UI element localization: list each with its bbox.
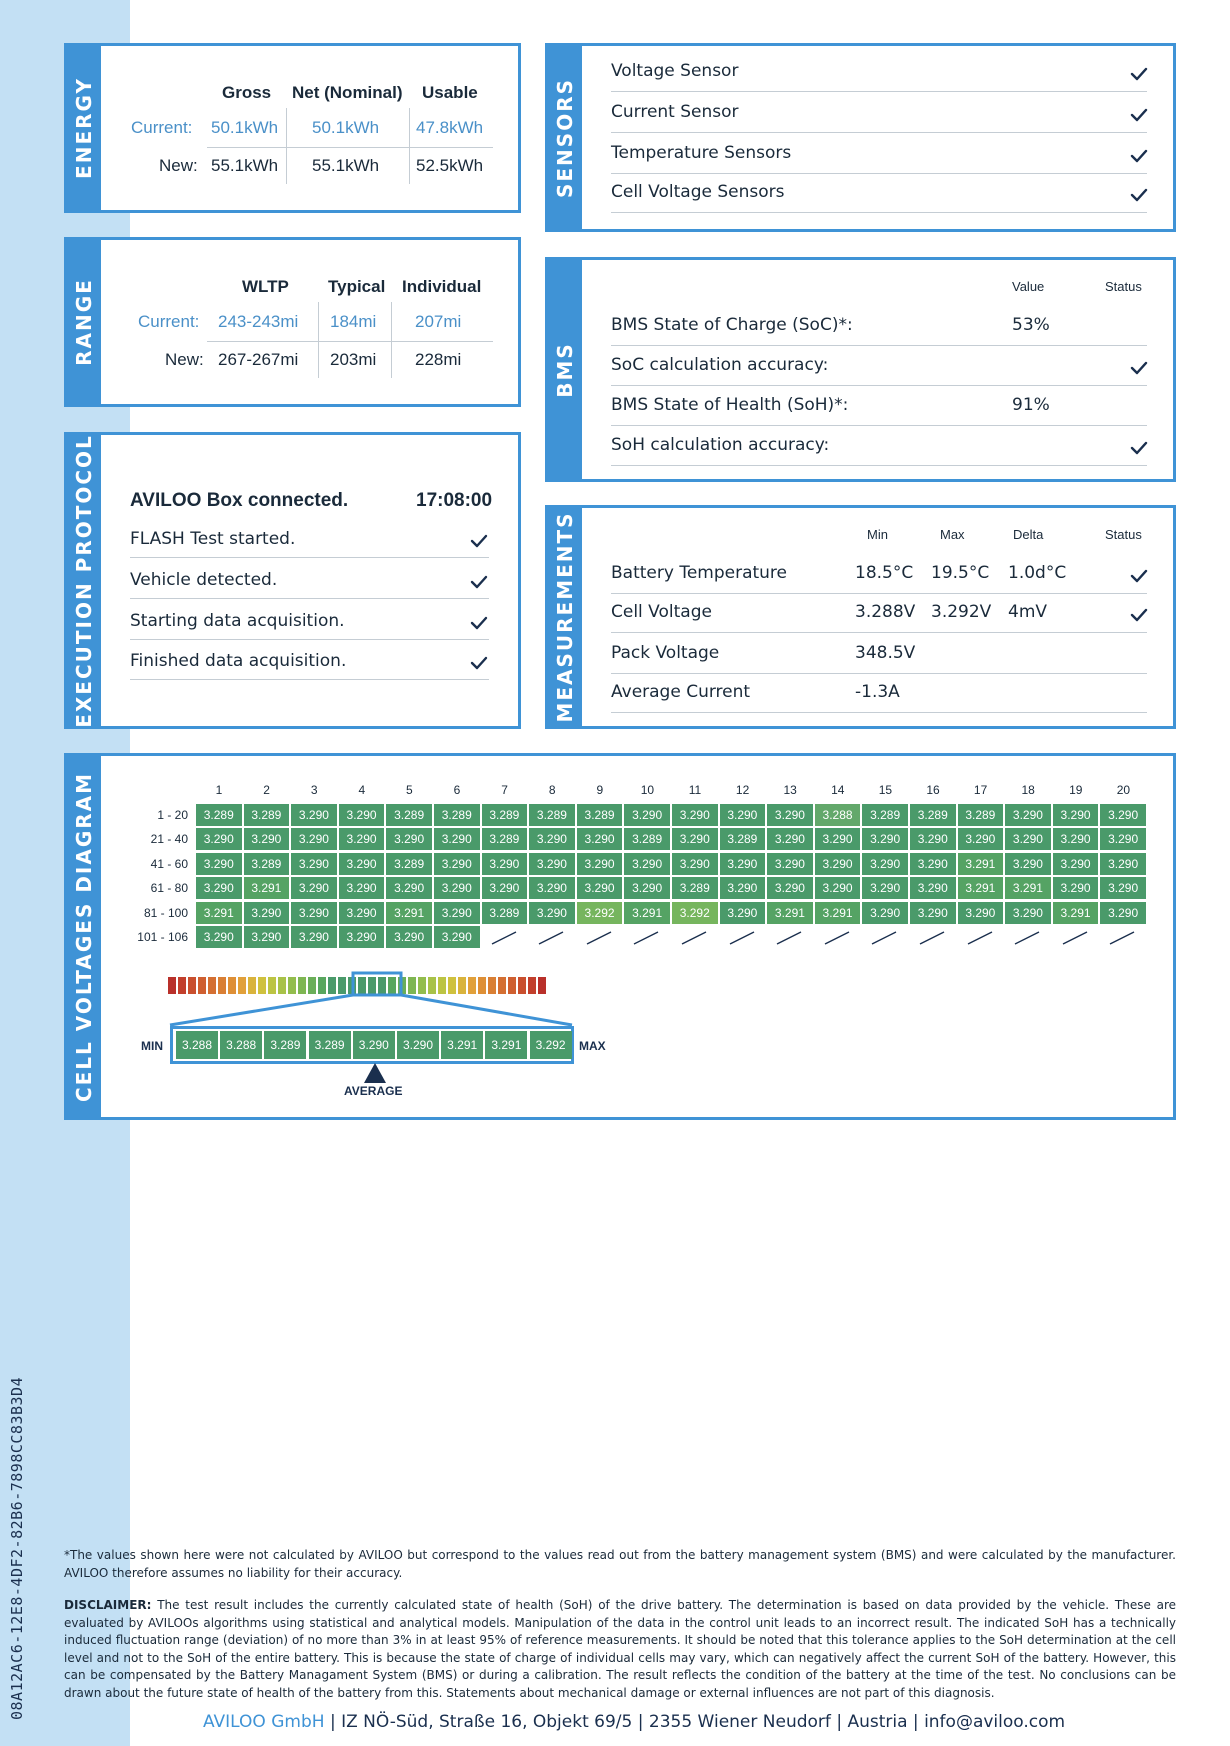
cell-column-number: 16: [926, 783, 940, 797]
cell-voltage: 3.289: [482, 902, 528, 924]
cell-voltage: 3.290: [862, 828, 908, 850]
empty-cell-slash: [1005, 926, 1050, 948]
box-connected-label: AVILOO Box connected.: [130, 490, 349, 511]
cell-voltage: 3.290: [1053, 877, 1099, 899]
cell-voltage: 3.290: [196, 853, 242, 875]
execution-title: EXECUTION PROTOCOL: [72, 433, 96, 728]
cell-voltage: 3.291: [244, 877, 290, 899]
cell-voltage: 3.290: [767, 853, 813, 875]
cell-voltage: 3.290: [672, 828, 718, 850]
cell-voltage: 3.289: [958, 804, 1004, 826]
empty-cell-slash: [577, 926, 622, 948]
cell-column-number: 2: [263, 783, 270, 797]
cell-column-number: 18: [1021, 783, 1035, 797]
range-new-typical: 203mi: [330, 350, 377, 369]
empty-cell-slash: [624, 926, 669, 948]
bms-col-status: Status: [1105, 279, 1142, 294]
sensor-label: Cell Voltage Sensors: [611, 182, 785, 202]
cell-voltage: 3.290: [767, 804, 813, 826]
cell-column-number: 6: [453, 783, 461, 797]
scale-value-cell: 3.289: [264, 1031, 306, 1059]
bms-row-label: SoC calculation accuracy:: [611, 355, 829, 375]
meas-row-min: -1.3A: [855, 682, 900, 702]
cell-voltage: 3.290: [339, 877, 385, 899]
cell-column-number: 17: [973, 783, 988, 797]
cell-voltage: 3.290: [434, 853, 480, 875]
measurements-title: MEASUREMENTS: [553, 511, 577, 723]
cell-row-label: 61 - 80: [150, 881, 188, 896]
scale-value-cell: 3.290: [353, 1031, 395, 1059]
sensor-label: Voltage Sensor: [611, 61, 739, 81]
range-current-typical: 184mi: [330, 312, 377, 331]
cell-voltage: 3.290: [434, 902, 480, 924]
cell-voltages-tab: [67, 756, 101, 1117]
cell-voltage: 3.290: [1053, 853, 1099, 875]
meas-col-status: Status: [1105, 527, 1142, 542]
cell-voltage: 3.290: [339, 926, 385, 948]
cell-column-number: 10: [640, 783, 655, 797]
execution-step: FLASH Test started.: [130, 529, 296, 549]
cell-column-number: 1: [215, 783, 223, 797]
cell-voltage: 3.290: [291, 828, 337, 850]
cell-voltage: 3.290: [434, 926, 480, 948]
empty-cell-slash: [910, 926, 955, 948]
meas-row-label: Average Current: [611, 682, 751, 702]
cell-voltage: 3.289: [482, 804, 528, 826]
meas-row-min: 18.5°C: [855, 563, 914, 583]
cell-voltage: 3.290: [339, 828, 385, 850]
cell-voltage: 3.290: [1005, 804, 1051, 826]
cell-voltage: 3.289: [910, 804, 956, 826]
check-icon: [1130, 186, 1148, 204]
cell-column-number: 3: [310, 783, 318, 797]
cell-column-number: 15: [878, 783, 893, 797]
cell-voltage: 3.290: [529, 828, 575, 850]
empty-cell-slash: [720, 926, 765, 948]
scale-value-cell: 3.290: [397, 1031, 439, 1059]
cell-voltage: 3.290: [529, 853, 575, 875]
cell-column-number: 7: [501, 783, 508, 797]
cell-voltage: 3.290: [1005, 828, 1051, 850]
cell-voltage: 3.290: [958, 902, 1004, 924]
measurements-tab: [548, 508, 582, 726]
average-label: AVERAGE: [344, 1084, 403, 1098]
cell-voltage: 3.290: [291, 853, 337, 875]
cell-voltage: 3.290: [577, 853, 623, 875]
meas-row-delta: 4mV: [1008, 602, 1048, 622]
empty-cell-slash: [958, 926, 1003, 948]
empty-cell-slash: [672, 926, 717, 948]
execution-step: Finished data acquisition.: [130, 651, 347, 671]
scale-value-cell: 3.289: [309, 1031, 351, 1059]
cell-voltage: 3.291: [1005, 877, 1051, 899]
cell-voltage: 3.291: [624, 902, 670, 924]
bms-panel: [545, 257, 1176, 482]
cell-voltage: 3.290: [672, 804, 718, 826]
cell-voltage: 3.290: [291, 926, 337, 948]
disclaimer-text: The test result includes the currently calculated state of health (SoH) of the drive battery. The determination is based on data provided by the vehicle. These are evaluated by AVILOOs algorithms using statistical and analytical models. Manipulation of the data in the control unit leads to an incorrect result. The indicated SoH has a technically induced fluctuation range (deviation) of no more than 3% in at least 95% of reference measurements. It should be noted that this tolerance applies to the SoH determination at the cell level and not to the SoH of the entire battery. This is because the state of charge of individual cells may vary, which can negatively affect the current SoH of the battery. However, this can be compensated by the Battery Managament System (BMS) or during a calibration. The result reflects the condition of the battery at the time of the test. No conclusions can be drawn about the future state of health of the battery from this. Statements about mechanical damage or external influences are not part of this diagnosis.: [64, 1598, 1176, 1700]
sensor-label: Current Sensor: [611, 102, 739, 122]
cell-voltage: 3.290: [910, 877, 956, 899]
cell-voltage: 3.290: [720, 902, 766, 924]
cell-row-label: 41 - 60: [150, 856, 188, 871]
cell-voltage: 3.290: [244, 926, 290, 948]
check-icon: [1130, 359, 1148, 377]
disclaimer-label: DISCLAIMER:: [64, 1598, 152, 1612]
meas-row-max: 19.5°C: [931, 563, 990, 583]
meas-row-label: Cell Voltage: [611, 602, 712, 622]
sensors-panel: [545, 43, 1176, 232]
range-title: RANGE: [72, 278, 96, 366]
empty-cell-slash: [1100, 926, 1145, 948]
energy-tab: [67, 46, 101, 210]
cell-voltage: 3.290: [862, 877, 908, 899]
check-icon: [470, 614, 488, 632]
cell-voltage: 3.290: [386, 926, 432, 948]
connection-time: 17:08:00: [416, 490, 493, 511]
cell-voltage: 3.290: [434, 828, 480, 850]
range-new-wltp: 267-267mi: [218, 350, 299, 369]
cell-voltage: 3.290: [196, 877, 242, 899]
execution-step: Vehicle detected.: [130, 570, 278, 590]
footer-country: Austria: [847, 1712, 908, 1732]
cell-voltage: 3.289: [720, 828, 766, 850]
cell-voltage: 3.290: [529, 877, 575, 899]
cell-voltage: 3.289: [244, 853, 290, 875]
cell-column-number: 11: [688, 783, 702, 797]
footer-address: IZ NÖ-Süd, Straße 16, Objekt 69/5: [341, 1712, 633, 1732]
energy-new-label: New:: [159, 156, 198, 175]
scale-value-cell: 3.292: [530, 1031, 572, 1059]
cell-voltage: 3.289: [244, 804, 290, 826]
check-icon: [1130, 147, 1148, 165]
range-col-individual: Individual: [402, 277, 482, 296]
energy-current-label: Current:: [131, 118, 193, 137]
cell-voltage: 3.290: [1100, 804, 1146, 826]
energy-new-gross: 55.1kWh: [211, 156, 279, 175]
bms-row-value: 53%: [1012, 315, 1050, 335]
scale-value-cell: 3.288: [220, 1031, 262, 1059]
energy-current-usable: 47.8kWh: [416, 118, 484, 137]
cell-voltage: 3.289: [386, 804, 432, 826]
cell-voltage: 3.290: [1100, 828, 1146, 850]
footnote: *The values shown here were not calculated by AVILOO but correspond to the values read out from the battery management system (BMS) and were calculated by the manufacturer. AVILOO therefore assumes no liability for their accuracy.: [64, 1548, 1176, 1580]
cell-voltage: 3.290: [624, 804, 670, 826]
cell-voltage: 3.290: [624, 877, 670, 899]
meas-row-label: Pack Voltage: [611, 643, 720, 663]
cell-voltage: 3.290: [815, 877, 861, 899]
check-icon: [1130, 567, 1148, 585]
energy-col-usable: Usable: [422, 83, 478, 102]
meas-col-min: Min: [867, 527, 888, 542]
cell-voltage: 3.290: [244, 902, 290, 924]
execution-tab: [67, 435, 101, 726]
cell-column-number: 13: [783, 783, 797, 797]
cell-voltage: 3.290: [910, 828, 956, 850]
energy-title: ENERGY: [72, 77, 96, 179]
cell-voltage: 3.290: [339, 804, 385, 826]
cell-voltage: 3.289: [862, 804, 908, 826]
energy-current-gross: 50.1kWh: [211, 118, 279, 137]
cell-voltage: 3.291: [958, 853, 1004, 875]
energy-col-net: Net (Nominal): [292, 83, 403, 102]
cell-voltage: 3.290: [291, 877, 337, 899]
min-label: MIN: [141, 1039, 163, 1053]
meas-col-max: Max: [940, 527, 965, 542]
bms-col-value: Value: [1012, 279, 1045, 294]
range-new-label: New:: [165, 350, 204, 369]
cell-voltage: 3.292: [577, 902, 623, 924]
cell-voltage: 3.290: [1053, 828, 1099, 850]
cell-voltage: 3.290: [1100, 902, 1146, 924]
cell-voltage: 3.291: [958, 877, 1004, 899]
cell-voltage: 3.289: [577, 804, 623, 826]
cell-voltage: 3.290: [672, 853, 718, 875]
cell-column-number: 5: [406, 783, 413, 797]
cell-row-label: 21 - 40: [150, 832, 188, 847]
meas-row-max: 3.292V: [931, 602, 992, 622]
cell-voltage: 3.289: [386, 853, 432, 875]
energy-new-usable: 52.5kWh: [416, 156, 484, 175]
cell-column-number: 14: [831, 783, 845, 797]
cell-voltage: 3.290: [529, 902, 575, 924]
cell-voltage: 3.290: [196, 926, 242, 948]
cell-voltage: 3.290: [577, 877, 623, 899]
cell-column-number: 19: [1069, 783, 1083, 797]
cell-voltage: 3.289: [196, 804, 242, 826]
scale-value-cell: 3.288: [176, 1031, 218, 1059]
energy-panel: [64, 43, 521, 213]
disclaimer: [64, 1597, 1176, 1702]
empty-cell-slash: [1053, 926, 1098, 948]
cell-voltage: 3.289: [672, 877, 718, 899]
cell-voltage: 3.290: [1053, 804, 1099, 826]
zoom-lines: [160, 970, 580, 1032]
cell-voltage: 3.291: [767, 902, 813, 924]
cell-voltage: 3.291: [386, 902, 432, 924]
bms-row-label: BMS State of Charge (SoC)*:: [611, 315, 853, 335]
cell-voltage: 3.289: [434, 804, 480, 826]
cell-row-label: 1 - 20: [157, 808, 188, 822]
footer-company: AVILOO GmbH: [203, 1712, 325, 1732]
energy-col-gross: Gross: [222, 83, 272, 102]
bms-title: BMS: [553, 341, 577, 398]
bms-row-value: 91%: [1012, 395, 1050, 415]
cell-voltage: 3.290: [482, 877, 528, 899]
bms-tab: [548, 260, 582, 479]
bms-row-label: SoH calculation accuracy:: [611, 435, 830, 455]
cell-voltage: 3.290: [244, 828, 290, 850]
empty-cell-slash: [482, 926, 527, 948]
cell-voltage: 3.291: [1053, 902, 1099, 924]
cell-voltage: 3.290: [862, 853, 908, 875]
cell-voltage: 3.290: [815, 853, 861, 875]
cell-voltage: 3.290: [1005, 902, 1051, 924]
cell-voltage: 3.290: [815, 828, 861, 850]
cell-row-label: 101 - 106: [137, 930, 188, 944]
cell-column-number: 4: [358, 783, 366, 797]
check-icon: [1130, 65, 1148, 83]
footer-city: 2355 Wiener Neudorf: [648, 1712, 831, 1732]
cell-voltage: 3.292: [672, 902, 718, 924]
cell-voltage: 3.290: [339, 902, 385, 924]
cell-voltage: 3.290: [958, 828, 1004, 850]
cell-voltage: 3.290: [386, 877, 432, 899]
meas-row-min: 3.288V: [855, 602, 916, 622]
cell-voltage: 3.290: [1100, 877, 1146, 899]
check-icon: [1130, 439, 1148, 457]
empty-cell-slash: [815, 926, 860, 948]
energy-current-net: 50.1kWh: [312, 118, 380, 137]
cell-voltage: 3.290: [910, 902, 956, 924]
scale-value-cell: 3.291: [485, 1031, 527, 1059]
cell-voltage: 3.290: [767, 877, 813, 899]
cell-row-label: 81 - 100: [143, 905, 188, 920]
cell-voltage: 3.290: [767, 828, 813, 850]
execution-step: Starting data acquisition.: [130, 611, 345, 631]
check-icon: [1130, 606, 1148, 624]
cell-voltage: 3.290: [910, 853, 956, 875]
range-panel: [64, 237, 521, 407]
cell-column-number: 20: [1116, 783, 1131, 797]
range-current-individual: 207mi: [415, 312, 462, 331]
cell-voltage: 3.291: [196, 902, 242, 924]
sensors-title: SENSORS: [553, 77, 577, 198]
cell-voltage: 3.289: [529, 804, 575, 826]
cell-voltage: 3.290: [291, 902, 337, 924]
footer-email[interactable]: info@aviloo.com: [924, 1712, 1066, 1732]
cell-voltage: 3.290: [720, 804, 766, 826]
cell-column-number: 12: [735, 783, 750, 797]
bms-row-label: BMS State of Health (SoH)*:: [611, 395, 849, 415]
cell-voltage: 3.288: [815, 804, 861, 826]
check-icon: [1130, 106, 1148, 124]
cell-voltage: 3.290: [577, 828, 623, 850]
cell-voltage: 3.290: [1005, 853, 1051, 875]
cell-voltage: 3.290: [482, 853, 528, 875]
meas-row-min: 348.5V: [855, 643, 916, 663]
cell-voltage: 3.290: [339, 853, 385, 875]
check-icon: [470, 573, 488, 591]
document-id: 08A12AC6-12E8-4DF2-82B6-7898CC83B3D4: [8, 1376, 26, 1720]
range-new-individual: 228mi: [415, 350, 462, 369]
cell-voltage: 3.290: [720, 853, 766, 875]
check-icon: [470, 532, 488, 550]
cell-voltage: 3.290: [196, 828, 242, 850]
cell-column-number: 9: [596, 783, 604, 797]
max-label: MAX: [579, 1039, 606, 1053]
range-current-wltp: 243-243mi: [218, 312, 299, 331]
range-col-typical: Typical: [328, 277, 386, 296]
empty-cell-slash: [529, 926, 574, 948]
cell-voltage: 3.290: [386, 828, 432, 850]
range-current-label: Current:: [138, 312, 200, 331]
footer: AVILOO GmbH | IZ NÖ-Süd, Straße 16, Objekt 69/5 | 2355 Wiener Neudorf | Austria | info@aviloo.com: [203, 1712, 1066, 1732]
cell-voltage: 3.290: [291, 804, 337, 826]
meas-row-label: Battery Temperature: [611, 563, 788, 583]
sensors-tab: [548, 46, 582, 229]
cell-voltage: 3.290: [624, 853, 670, 875]
measurements-panel: [545, 505, 1176, 729]
average-marker-icon: [364, 1063, 386, 1083]
range-tab: [67, 240, 101, 404]
cell-voltage: 3.290: [720, 877, 766, 899]
range-col-wltp: WLTP: [242, 277, 289, 296]
execution-panel: [64, 432, 521, 729]
cell-column-number: 8: [548, 783, 556, 797]
meas-row-delta: 1.0d°C: [1008, 563, 1067, 583]
energy-new-net: 55.1kWh: [312, 156, 380, 175]
cell-voltage: 3.291: [815, 902, 861, 924]
empty-cell-slash: [767, 926, 812, 948]
cell-voltage: 3.290: [434, 877, 480, 899]
scale-value-cell: 3.291: [441, 1031, 483, 1059]
cell-voltage: 3.289: [624, 828, 670, 850]
meas-col-delta: Delta: [1013, 527, 1044, 542]
cell-voltage: 3.290: [1100, 853, 1146, 875]
cell-voltages-title: CELL VOLTAGES DIAGRAM: [72, 771, 96, 1102]
cell-voltage: 3.289: [482, 828, 528, 850]
sensor-label: Temperature Sensors: [611, 143, 792, 163]
check-icon: [470, 654, 488, 672]
empty-cell-slash: [862, 926, 907, 948]
cell-voltage: 3.290: [862, 902, 908, 924]
